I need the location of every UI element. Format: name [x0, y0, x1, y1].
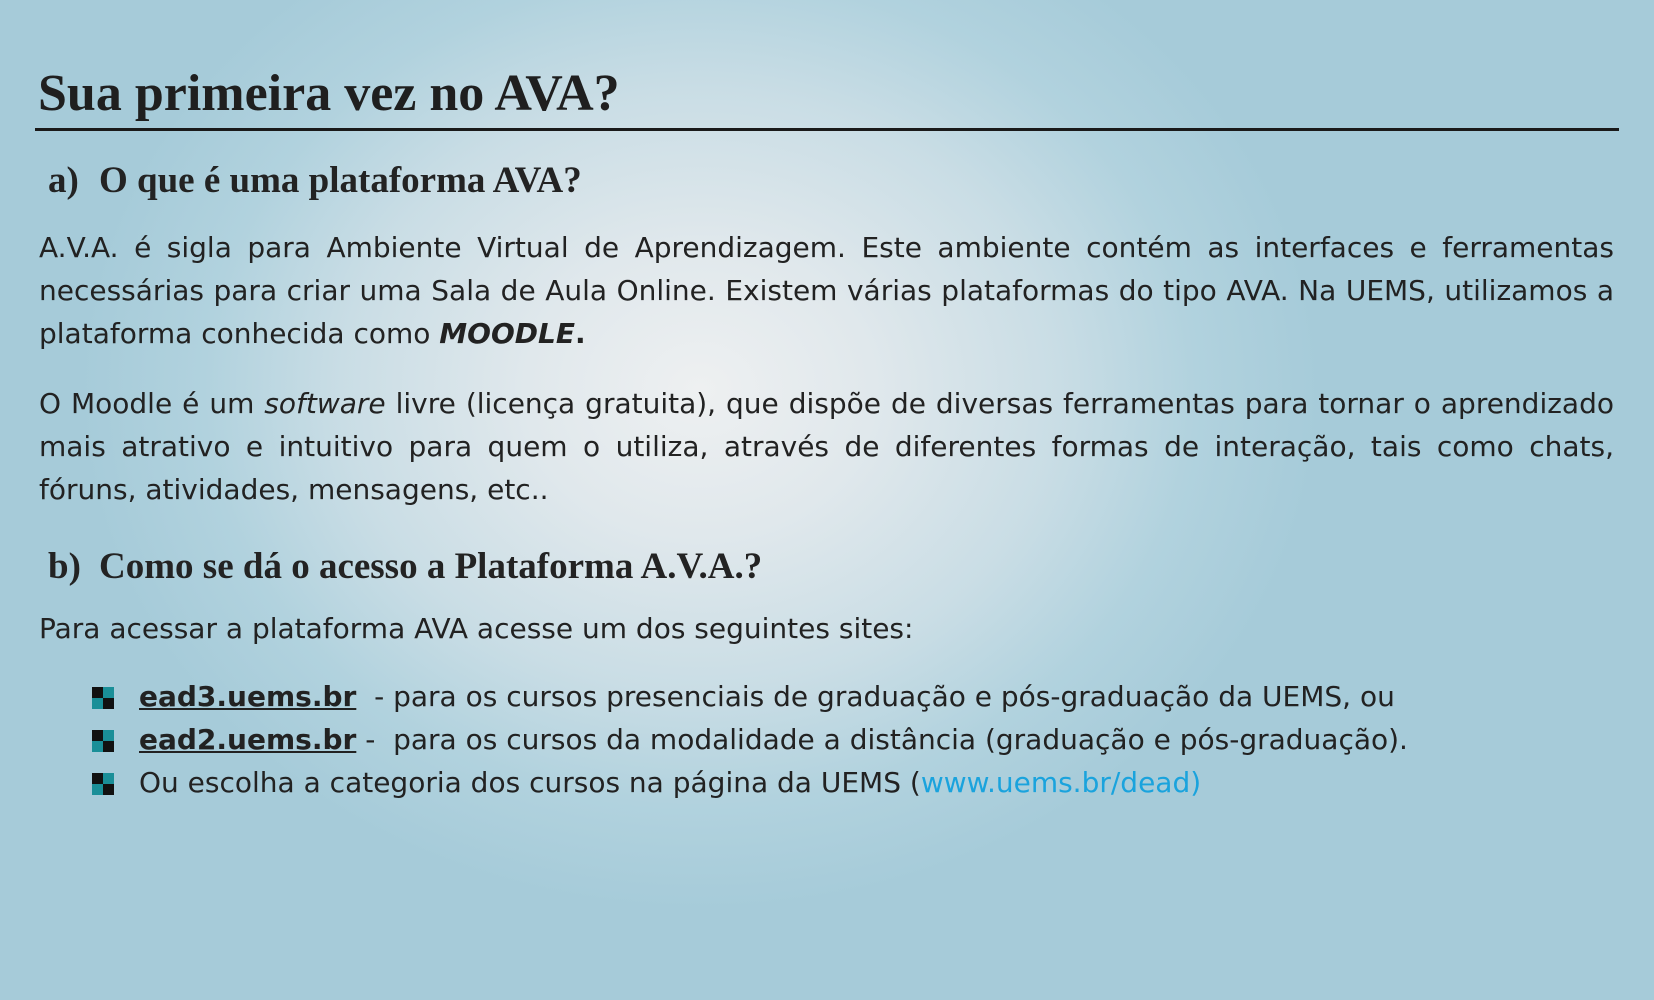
list-item [92, 761, 1408, 804]
section-b-marker: b) [48, 546, 81, 587]
section-a-paragraph-1 [39, 226, 1614, 355]
ead3-link[interactable]: ead3.uems.br [139, 680, 357, 713]
uems-category-text: Ou escolha a categoria dos cursos na página da UEMS ( [139, 766, 921, 799]
list-item [92, 718, 1408, 761]
title-divider [35, 128, 1619, 131]
section-a-marker: a) [48, 160, 79, 201]
ead3-description: - para os cursos presenciais de graduação e pós-graduação da UEMS, ou [356, 680, 1395, 713]
section-a-heading [48, 158, 582, 204]
uems-dead-link[interactable]: www.uems.br/dead) [920, 766, 1202, 799]
section-b-heading [48, 544, 762, 590]
para1-end: . [574, 317, 586, 350]
page-title: Sua primeira vez no AVA? [38, 65, 620, 122]
section-a-paragraph-2 [39, 382, 1614, 511]
ead2-link[interactable]: ead2.uems.br [139, 723, 357, 756]
section-b-title: Como se dá o acesso a Plataforma A.V.A.? [99, 546, 763, 587]
square-bullet-icon [92, 687, 114, 709]
moodle-emphasis: MOODLE [439, 317, 575, 350]
para1-text: A.V.A. é sigla para Ambiente Virtual de Aprendizagem. Este ambiente contém as interfaces e ferramentas necessárias para criar uma Sala de Aula Online. Existem várias plataformas do tipo AVA. Na UEMS, utilizamos a plataforma conhecida como [39, 231, 1614, 350]
list-item [92, 675, 1408, 718]
para2-start: O Moodle é um [39, 387, 265, 420]
square-bullet-icon [92, 730, 114, 752]
section-b-intro: Para acessar a plataforma AVA acesse um dos seguintes sites: [39, 612, 914, 645]
section-a-title: O que é uma plataforma AVA? [99, 160, 582, 201]
software-italic: software [264, 387, 386, 420]
para2-rest: livre (licença gratuita), que dispõe de diversas ferramentas para tornar o aprendizado mais atrativo e intuitivo para quem o utiliza, através de diferentes formas de interação, tais como chats, fóruns, atividades, mensagens, etc.. [39, 387, 1614, 506]
square-bullet-icon [92, 773, 114, 795]
ead2-description: - para os cursos da modalidade a distância (graduação e pós-graduação). [356, 723, 1408, 756]
access-sites-list [92, 675, 1408, 804]
